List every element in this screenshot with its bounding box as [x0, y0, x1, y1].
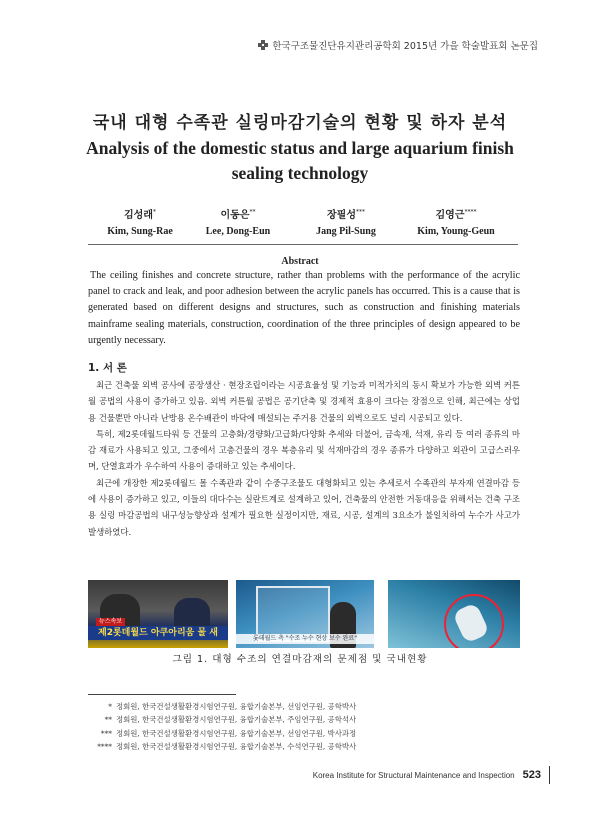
- aquarium-repair-photo: [236, 580, 374, 648]
- diver-photo: [388, 580, 520, 648]
- footer-divider: [549, 766, 550, 784]
- footnote-divider: [88, 694, 236, 695]
- author-list: [100, 206, 500, 242]
- paragraph: 최근에 개장한 제2롯데월드 몰 수족관과 같이 수중구조물도 대형화되고 있는 추세로서 수족관의 부자재 연결마감 등에 사용이 증가하고 있고, 이들의 대다수는 실란트계로 설계하고 있어, 건축물의 안전한 거동대응을 위해서는 건축 구조용 실링 마감공법의 내구성능향상과 설계가 필요한 실정이지만, 재료, 시공, 설계의 3요소가 불일치하여 누수가 사고가 발생하였다.: [88, 477, 520, 537]
- page-footer: [313, 766, 550, 784]
- paragraph: 최근 건축물 외벽 공사에 공장생산 · 현장조립이라는 시공효율성 및 기능과 미적가치의 동시 확보가 가능한 외벽 커튼월 공법의 사용이 증가하고 있음. 외벽 커튼월 공법은 공기단축 및 경제적 효용이 크다는 장점으로 인해, 최근에는 상업용 건물뿐만 아니라 난방용 온수배관이 바닥에 매설되는 주거용 건물의 외벽으로도 널리 시공되고 있다.: [88, 380, 520, 423]
- header-text: 한국구조물진단유지관리공학회 2015년 가을 학술발표회 논문집: [272, 41, 538, 52]
- footnote: * 정회원, 한국건설생활환경시험연구원, 융합기술본부, 선임연구원, 공학박사: [108, 702, 357, 711]
- section-heading: 1. 서 론: [88, 362, 127, 374]
- author-4: 김영근**** Kim, Young-Geun: [417, 208, 495, 237]
- title-korean: 국내 대형 수족관 실링마감기술의 현황 및 하자 분석: [92, 113, 508, 133]
- repair-banner: 롯데월드 측 "수조 누수 현상 보수 완료": [236, 634, 374, 644]
- divider: [88, 244, 518, 245]
- news-banner: 제2롯데월드 아쿠아리움 물 새: [88, 626, 228, 640]
- footnote: *** 정회원, 한국건설생활환경시험연구원, 융합기술본부, 선임연구원, 박사과정: [100, 728, 357, 738]
- highlight-circle: [444, 594, 504, 648]
- title-english: Analysis of the domestic status and large aquarium finish sealing technology: [86, 138, 514, 183]
- figure-1: [88, 580, 520, 648]
- running-header: [258, 38, 538, 52]
- news-tag: 뉴스속보: [96, 618, 125, 626]
- author-2: 이동은** Lee, Dong-Eun: [205, 208, 271, 237]
- abstract-heading: Abstract: [281, 256, 319, 267]
- author-1: 김성래* Kim, Sung-Rae: [107, 208, 173, 237]
- squares-icon: [258, 40, 268, 50]
- footnotes: [92, 700, 512, 754]
- footnote: **** 정회원, 한국건설생활환경시험연구원, 융합기술본부, 수석연구원, 공학박사: [97, 742, 357, 752]
- paragraph: 특히, 제2롯데월드타워 등 건물의 고층화/경량화/고급화/다양화 추세와 더불어, 금속재, 석재, 유리 등 여러 종류의 마감 재료가 사용되고 있고, 그중에서 고층건물의 경우 복층유리 및 석재마감의 경우 종류가 다양하고 외관이 고급스러우며, 단열효과가 우수하여 사용이 증대하고 있는 추세이다.: [88, 428, 520, 472]
- footnote: ** 정회원, 한국건설생활환경시험연구원, 융합기술본부, 주임연구원, 공학석사: [104, 715, 357, 725]
- figure-caption: 그림 1. 대형 수조의 연결마감재의 문제점 및 국내현황: [172, 654, 428, 665]
- news-photo: [88, 580, 228, 648]
- page-number: 523: [522, 769, 541, 781]
- section-body: [88, 377, 520, 540]
- abstract-text: The ceiling finishes and concrete structure, rather than problems with the performance of the acrylic panel to crack and leak, and poor adhesion between the acrylic panels has occurred. This is a cause that is generated based on different designs and structures, such as construction and finishing materials mainframe sealing materials, construction, coordination of the three principles of design appeared to be urgently necessary.: [88, 270, 520, 346]
- footer-org: Korea Institute for Structural Maintenance and Inspection: [312, 770, 515, 780]
- author-3: 장필성*** Jang Pil-Sung: [316, 208, 376, 237]
